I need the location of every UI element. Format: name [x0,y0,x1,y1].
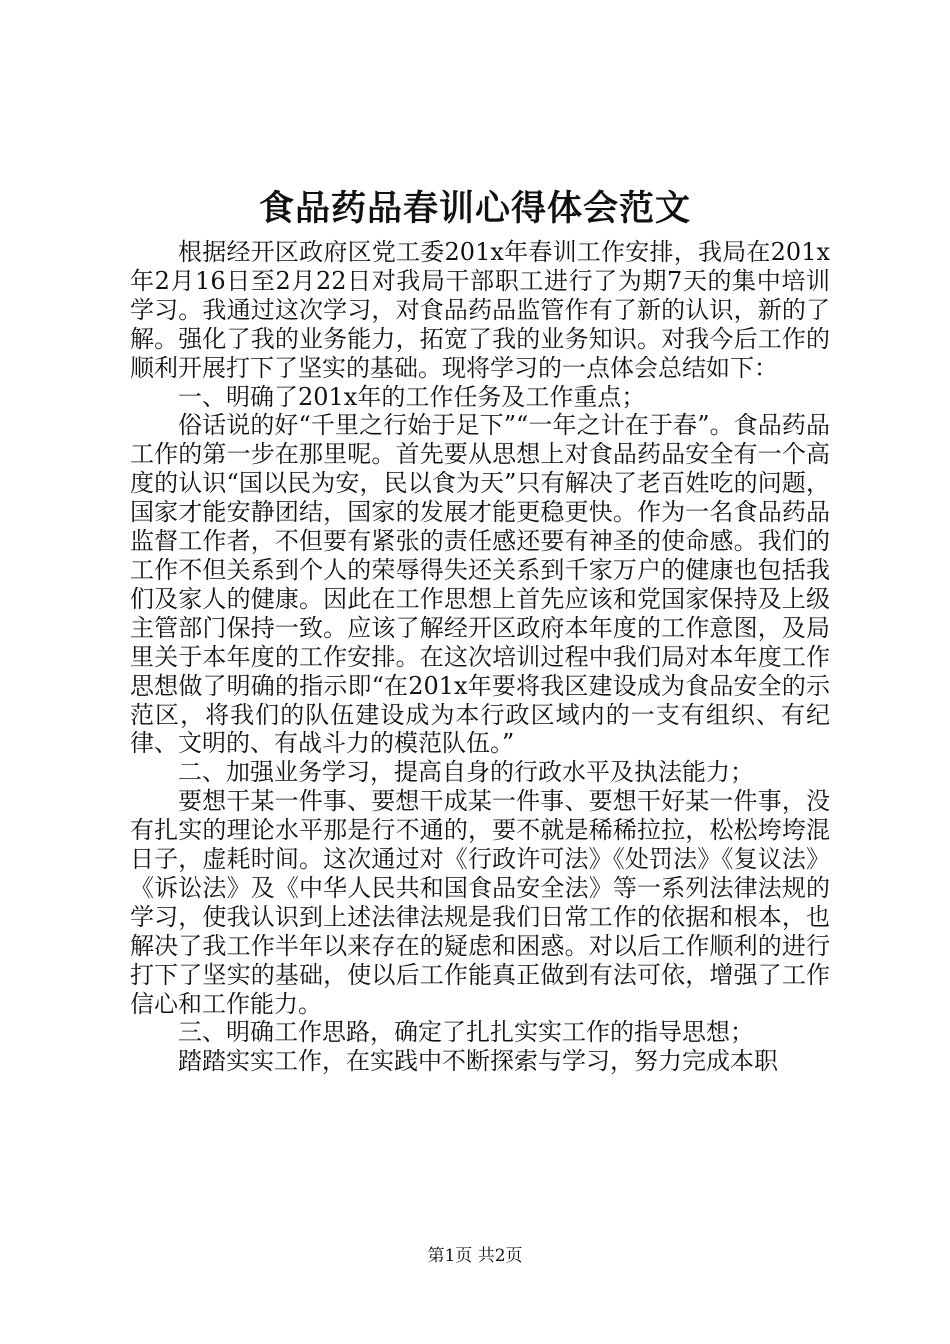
page-number-footer: 第1页 共2页 [427,1246,523,1266]
paragraph-intro: 根据经开区政府区党工委201x年春训工作安排，我局在201x年2月16日至2月22日对我局干部职工进行了为期7天的集中培训学习。我通过这次学习，对食品药品监管作有了新的认识，新的了解。强化了我的业务能力，拓宽了我的业务知识。对我今后工作的顺利开展打下了坚实的基础。现将学习的一点体会总结如下： [130,238,830,382]
paragraph-section-2: 要想干某一件事、要想干成某一件事、要想干好某一件事，没有扎实的理论水平那是行不通的，要不就是稀稀拉拉，松松垮垮混日子，虚耗时间。这次通过对《行政许可法》《处罚法》《复议法》《诉讼法》及《中华人民共和国食品安全法》等一系列法律法规的学习，使我认识到上述法律法规是我们日常工作的依据和根本，也解决了我工作半年以来存在的疑虑和困惑。对以后工作顺利的进行打下了坚实的基础，使以后工作能真正做到有法可依，增强了工作信心和工作能力。 [130,787,830,1018]
paragraph-section-1: 俗话说的好“千里之行始于足下”“一年之计在于春”。食品药品工作的第一步在那里呢。首先要从思想上对食品药品安全有一个高度的认识“国以民为安，民以食为天”只有解决了老百姓吃的问题，国家才能安静团结，国家的发展才能更稳更快。作为一名食品药品监督工作者，不但要有紧张的责任感还要有神圣的使命感。我们的工作不但关系到个人的荣辱得失还关系到千家万户的健康也包括我们及家人的健康。因此在工作思想上首先应该和党国家保持及上级主管部门保持一致。应该了解经开区政府本年度的工作意图，及局里关于本年度的工作安排。在这次培训过程中我们局对本年度工作思想做了明确的指示即“在201x年要将我区建设成为食品安全的示范区，将我们的队伍建设成为本行政区域内的一支有组织、有纪律、文明的、有战斗力的模范队伍。” [130,411,830,758]
document-body [130,238,830,1076]
document-title: 食品药品春训心得体会范文 [258,188,691,229]
section-heading-3: 三、明确工作思路，确定了扎扎实实工作的指导思想； [178,1018,754,1047]
section-heading-2: 二、加强业务学习，提高自身的行政水平及执法能力； [178,758,754,787]
section-heading-1: 一、明确了201x年的工作任务及工作重点； [178,382,646,411]
paragraph-section-3: 踏踏实实工作，在实践中不断探索与学习，努力完成本职 [178,1047,778,1076]
